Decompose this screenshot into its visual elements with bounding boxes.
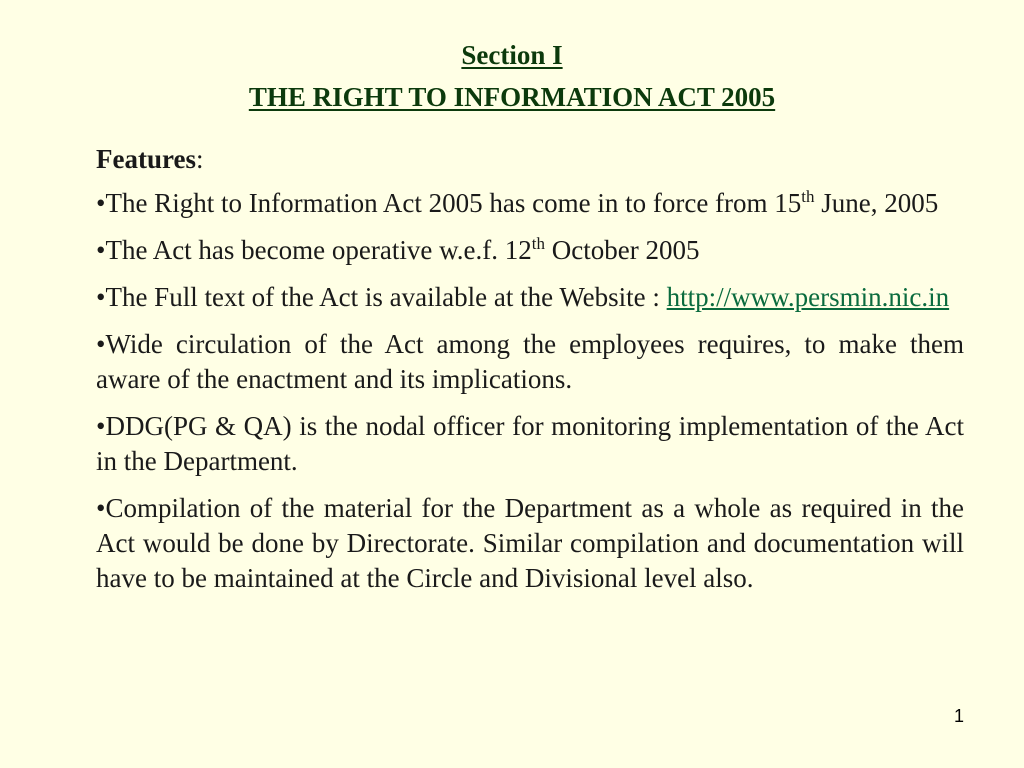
ordinal-suffix: th <box>801 187 815 206</box>
bullet-item-compilation <box>96 491 964 596</box>
slide-content <box>96 142 964 608</box>
title-line-1 <box>0 34 1024 76</box>
bullet-text: •The Full text of the Act is available at the Website : <box>96 282 660 312</box>
ordinal-suffix: th <box>531 234 546 253</box>
title-line-2 <box>0 76 1024 118</box>
bullet-item-force-date <box>96 186 964 221</box>
bullet-text: •The Act has become operative w.e.f. 12 <box>96 235 532 265</box>
bullet-item-circulation <box>96 327 964 397</box>
bullet-text-suffix: June, 2005 <box>814 188 939 218</box>
section-heading: Section I <box>461 40 563 70</box>
bullet-text: •DDG(PG & QA) is the nodal officer for monitoring implementation of the Act in the Department. <box>96 411 964 476</box>
bullet-item-website <box>96 280 964 315</box>
bullet-text: •Compilation of the material for the Department as a whole as required in the Act would be done by Directorate. Similar compilation and documentation will have to be maintained at the Circle and Divisional level also. <box>96 493 964 593</box>
features-colon: : <box>195 144 204 174</box>
bullet-item-nodal-officer <box>96 409 964 479</box>
website-link[interactable]: http://www.persmin.nic.in <box>666 282 950 312</box>
act-heading: THE RIGHT TO INFORMATION ACT 2005 <box>248 82 776 112</box>
bullet-text: •Wide circulation of the Act among the employees requires, to make them aware of the enactment and its implications. <box>96 329 964 394</box>
page-number: 1 <box>953 706 964 726</box>
bullet-item-operative-date <box>96 233 964 268</box>
bullet-text: •The Right to Information Act 2005 has come in to force from 15 <box>96 188 802 218</box>
bullet-text-suffix: October 2005 <box>545 235 700 265</box>
features-heading <box>96 142 964 177</box>
features-label: Features <box>96 144 196 174</box>
slide-title <box>0 34 1024 118</box>
